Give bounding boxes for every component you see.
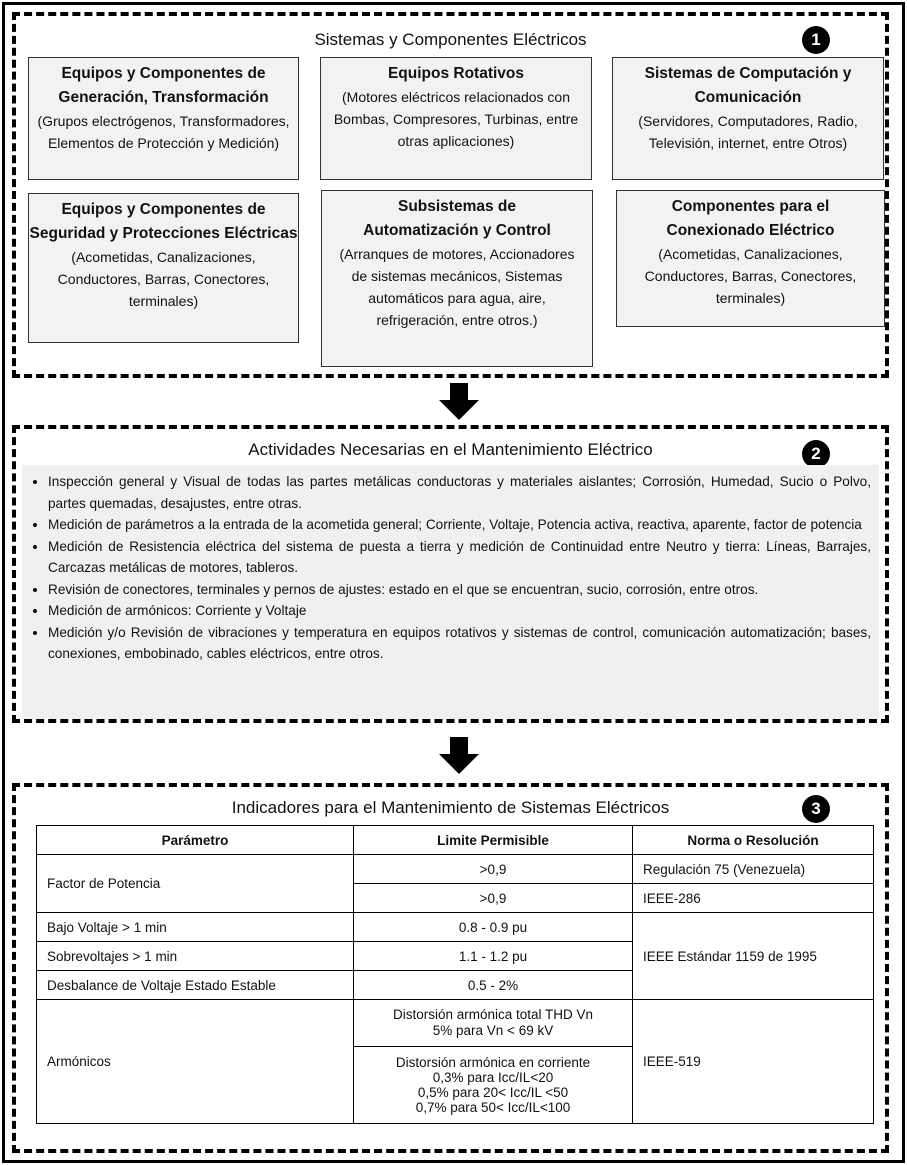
standard-cell: Regulación 75 (Venezuela) <box>633 855 874 884</box>
indicators-table <box>36 825 874 1124</box>
box-desc: (Grupos electrógenos, Transformadores, Elementos de Protección y Medición) <box>37 113 290 151</box>
column-header: Norma o Resolución <box>633 826 874 855</box>
section-indicators <box>12 783 889 1153</box>
step-number-badge: 1 <box>802 26 830 54</box>
section-activities <box>12 425 889 723</box>
component-box <box>612 57 884 180</box>
list-item: • Medición de armónicos: Corriente y Voltaje <box>48 600 871 622</box>
standard-cell: IEEE Estándar 1159 de 1995 <box>633 913 874 1000</box>
table-row <box>37 1000 874 1047</box>
limit-line: 0,7% para 50< Icc/IL<100 <box>415 1100 571 1115</box>
column-header: Parámetro <box>37 826 354 855</box>
limit-cell: 1.1 - 1.2 pu <box>354 942 633 971</box>
box-desc: (Motores eléctricos relacionados con Bombas, Compresores, Turbinas, entre otras aplicaciones) <box>333 89 579 149</box>
step-number-badge: 3 <box>802 795 830 823</box>
limit-cell: 0.5 - 2% <box>354 971 633 1000</box>
list-item: • Medición de Resistencia eléctrica del sistema de puesta a tierra y medición de Continuidad entre Neutro y tierra: Líneas, Barrajes, Carcazas metálicas de motores, tableros. <box>48 536 871 579</box>
parameter-cell: Armónicos <box>37 1000 354 1124</box>
box-title: Equipos y Componentes de Generación, Transformación <box>58 65 269 106</box>
list-item: • Medición de parámetros a la entrada de la acometida general; Corriente, Voltaje, Potencia activa, reactiva, aparente, factor de potencia <box>48 514 871 536</box>
parameter-cell: Sobrevoltajes > 1 min <box>37 942 354 971</box>
limit-line: Distorsión armónica total THD Vn <box>392 1007 594 1022</box>
parameter-cell: Bajo Voltaje > 1 min <box>37 913 354 942</box>
component-box <box>616 190 885 327</box>
limit-line: 5% para Vn < 69 kV <box>432 1023 554 1038</box>
box-title: Subsistemas de Automatización y Control <box>363 198 551 239</box>
limit-cell: >0,9 <box>354 855 633 884</box>
box-title: Equipos y Componentes de Seguridad y Protecciones Eléctricas <box>29 201 298 242</box>
list-item: • Revisión de conectores, terminales y pernos de ajustes: estado en el que se encuentran, sucio, corrosión, entre otros. <box>48 579 871 601</box>
section-title: Actividades Necesarias en el Mantenimiento Eléctrico <box>248 440 653 459</box>
limit-line: 0,3% para Icc/IL<20 <box>432 1070 554 1085</box>
box-title: Sistemas de Computación y Comunicación <box>644 65 852 106</box>
box-desc: (Servidores, Computadores, Radio, Televisión, internet, entre Otros) <box>638 113 858 151</box>
box-desc: (Acometidas, Canalizaciones, Conductores, Barras, Conectores, terminales) <box>644 246 857 306</box>
box-desc: (Arranques de motores, Accionadores de sistemas mecánicos, Sistemas automáticos para agua, aire, refrigeración, entre otros.) <box>339 246 575 328</box>
limit-cell <box>354 1047 633 1124</box>
limit-line: Distorsión armónica en corriente <box>395 1055 591 1070</box>
section-title: Sistemas y Componentes Eléctricos <box>314 30 587 49</box>
table-row <box>37 855 874 884</box>
box-title: Equipos Rotativos <box>387 65 525 82</box>
standard-cell: IEEE-519 <box>633 1000 874 1124</box>
parameter-cell: Factor de Potencia <box>37 855 354 913</box>
limit-cell: >0,9 <box>354 884 633 913</box>
component-box <box>321 190 593 367</box>
box-title: Componentes para el Conexionado Eléctrico <box>666 198 835 239</box>
activities-list <box>22 465 879 665</box>
standard-cell: IEEE-286 <box>633 884 874 913</box>
box-desc: (Acometidas, Canalizaciones, Conductores, Barras, Conectores, terminales) <box>57 249 270 309</box>
section-title: Indicadores para el Mantenimiento de Sistemas Eléctricos <box>231 798 670 817</box>
column-header: Limite Permisible <box>354 826 633 855</box>
activities-panel <box>22 465 879 719</box>
parameter-cell: Desbalance de Voltaje Estado Estable <box>37 971 354 1000</box>
limit-cell: 0.8 - 0.9 pu <box>354 913 633 942</box>
step-number-badge: 2 <box>802 440 830 468</box>
limit-cell <box>354 1000 633 1047</box>
section-systems <box>12 12 889 378</box>
list-item: • Medición y/o Revisión de vibraciones y temperatura en equipos rotativos y sistemas de control, comunicación automatización; bases, conexiones, embobinado, cables eléctricos, entre otros. <box>48 622 871 665</box>
table-header-row <box>37 826 874 855</box>
limit-line: 0,5% para 20< Icc/IL <50 <box>417 1085 569 1100</box>
table-row <box>37 913 874 942</box>
component-box <box>28 193 299 343</box>
component-box <box>320 57 592 180</box>
list-item: • Inspección general y Visual de todas las partes metálicas conductoras y materiales aislantes; Corrosión, Humedad, Sucio o Polvo, partes quemadas, desajustes, entre otras. <box>48 471 871 514</box>
component-box <box>28 57 299 180</box>
